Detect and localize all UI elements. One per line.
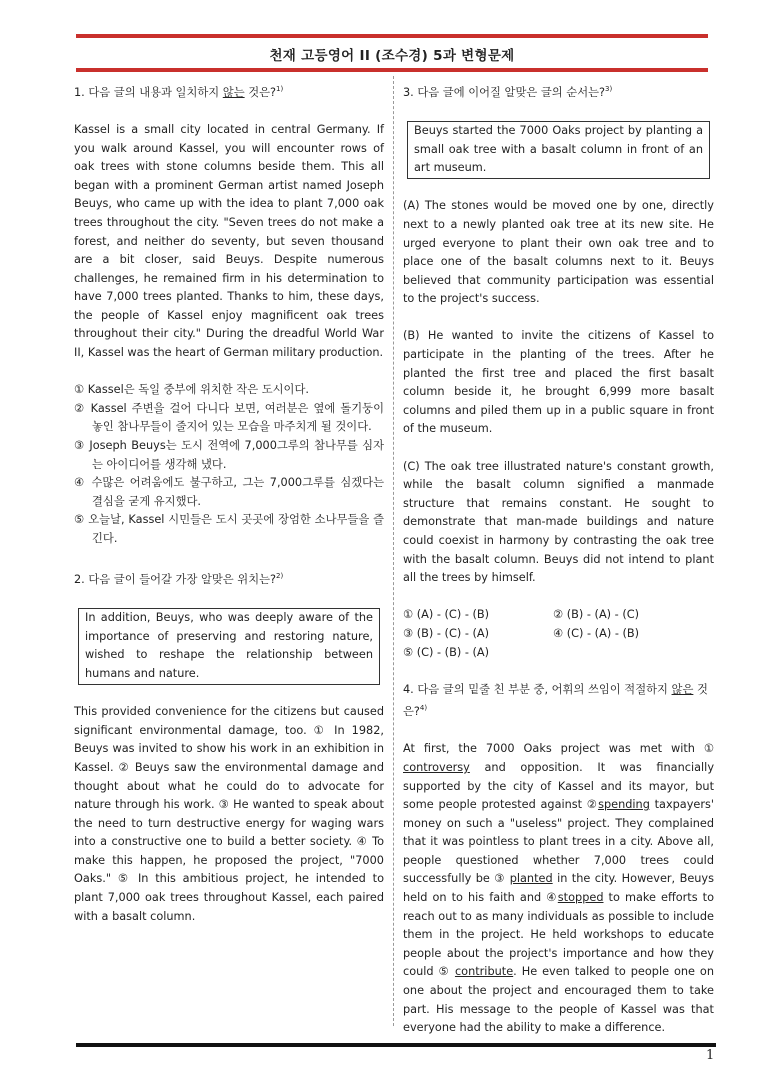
question-4-passage: At first, the 7000 Oaks project was met with ① controversy and opposition. It was financially supported by the city of Kassel and its mayor, but some people protested against ②spending taxpayers' money on such a "useless" project. They complained that it was pointless to plant trees in a city. Above all, people questioned whether 7,000 trees could successfully be ③ planted in the city. However, Beuys held on to his faith and ④stopped to make efforts to reach out to as many individuals as possible to include them in the project. He held workshops to educate people about the project's importance and how they could ⑤ contribute. He even talked to people one on one about the project and encouraged them to take part. His message to the people of Kassel was that everyone had the ability to make a difference. [403, 742, 715, 1035]
underlined-word-5: contribute [454, 965, 514, 979]
option-2[interactable]: ② (B) - (A) - (C) [553, 608, 640, 622]
underlined-word-3: planted [509, 872, 553, 886]
question-2 [74, 567, 384, 926]
question-1 [74, 80, 384, 549]
footnote-ref: 1) [276, 85, 284, 93]
question-3-given-box: Beuys started the 7000 Oaks project by planting a small oak tree with a basalt column in front of an art museum. [407, 121, 710, 179]
option-4[interactable]: ④ 수많은 어려움에도 불구하고, 그는 7,000그루를 심겠다는 결심을 굳게 유지했다. [74, 476, 384, 508]
footnote-ref: 4) [419, 704, 428, 713]
option-5[interactable]: ⑤ 오늘날, Kassel 시민들은 도시 곳곳에 장엄한 소나무들을 즐긴다. [74, 513, 384, 546]
question-2-insert-box: In addition, Beuys, who was deeply aware of the importance of preserving and restoring nature, wished to reshape the relationship between humans and nature. [78, 608, 380, 684]
option-2[interactable]: ② Kassel 주변을 걸어 다니다 보면, 여러분은 옆에 돌기둥이 놓인 참나무들이 줄지어 있는 모습을 마주치게 될 것이다. [74, 401, 384, 434]
footer-rule [76, 1043, 716, 1047]
question-4-heading: 4. 다음 글의 밑줄 친 부분 중, 어휘의 쓰임이 적절하지 않은 것은?$^{4)}$ [403, 682, 708, 719]
underlined-word-2: spending [598, 798, 650, 812]
underlined-word-1: controversy [403, 760, 470, 774]
question-3 [403, 80, 714, 662]
header-bottom-rule [76, 68, 708, 72]
left-column [74, 80, 384, 926]
underlined-word-4: stopped [557, 891, 604, 905]
question-3-heading: 3. 다음 글에 이어질 알맞은 글의 순서는?$^{3)}$ [403, 85, 613, 99]
question-3-options [403, 606, 714, 662]
column-divider [393, 76, 394, 1026]
question-1-options [74, 381, 384, 548]
option-3[interactable]: ③ (B) - (C) - (A) [403, 626, 490, 640]
footnote-ref: 3) [605, 85, 613, 93]
question-1-heading: 1. 다음 글의 내용과 일치하지 않는 것은?$^{1)}$ [74, 85, 284, 99]
right-column [403, 80, 714, 1038]
footnote-ref: 2) [276, 572, 284, 581]
paragraph-b: (B) He wanted to invite the citizens of Kassel to participate in the planting of the trees. After he planted the first tree and placed the first basalt column beside it, he brought 6,999 more basalt columns and piled them up in a public square in front of the museum. [403, 329, 714, 436]
option-1[interactable]: ① Kassel은 독일 중부에 위치한 작은 도시이다. [74, 383, 309, 397]
question-2-heading: 2. 다음 글이 들어갈 가장 알맞은 위치는?$^{2)}$ [74, 572, 284, 586]
page-number: 1 [706, 1048, 715, 1063]
paragraph-a: (A) The stones would be moved one by one, directly next to a newly planted oak tree at its new site. He urged everyone to plant their own oak tree and to place one of the basalt columns next to it. Beuys believed that community participation was essential to the project's success. [403, 199, 714, 306]
option-1[interactable]: ① (A) - (C) - (B) [403, 608, 490, 622]
question-2-passage: This provided convenience for the citizens but caused significant environmental damage, too. ① In 1982, Beuys was invited to show his work in an exhibition in Kassel. ② Beuys saw the environmental damage and thought about what he could do to advocate for nature through his work. ③ He wanted to speak about the need to turn destructive energy for waging wars into a constructive one to build a better society. ④ To make this happen, he proposed the project, "7000 Oaks." ⑤ In this ambitious project, he intended to plant 7,000 oak trees throughout Kassel, each paired with a basalt column. [74, 705, 384, 923]
question-1-passage: Kassel is a small city located in central Germany. If you walk around Kassel, you will encounter rows of oak trees with stone columns beside them. This all began with a prominent German artist named Joseph Beuys, who came up with the idea to plant 7,000 oak trees throughout the city. "Seven trees do not make a forest, and neither do seventy, but seven thousand are a bit closer, said Beuys. Despite numerous challenges, he remained firm in his determination to have 7,000 trees planted. Thanks to him, these days, the people of Kassel enjoy magnificent oak trees throughout their city." During the dreadful World War II, Kassel was the heart of German military production. [74, 122, 384, 360]
page-title: 천재 고등영어 II (조수경) 5과 변형문제 [269, 48, 515, 64]
option-5[interactable]: ⑤ (C) - (B) - (A) [403, 645, 490, 659]
option-4[interactable]: ④ (C) - (A) - (B) [553, 626, 640, 640]
question-4 [403, 681, 714, 1038]
option-3[interactable]: ③ Joseph Beuys는 도시 전역에 7,000그루의 참나무를 심자는 아이디어를 생각해 냈다. [74, 439, 384, 471]
header-top-rule [76, 34, 708, 38]
paragraph-c: (C) The oak tree illustrated nature's constant growth, while the basalt column signified a manmade structure that remains constant. He sought to demonstrate that man-made buildings and nature could coexist in harmony by contrasting the oak tree with the basalt column. Beuys did not intend to plant all the trees by himself. [403, 459, 714, 585]
